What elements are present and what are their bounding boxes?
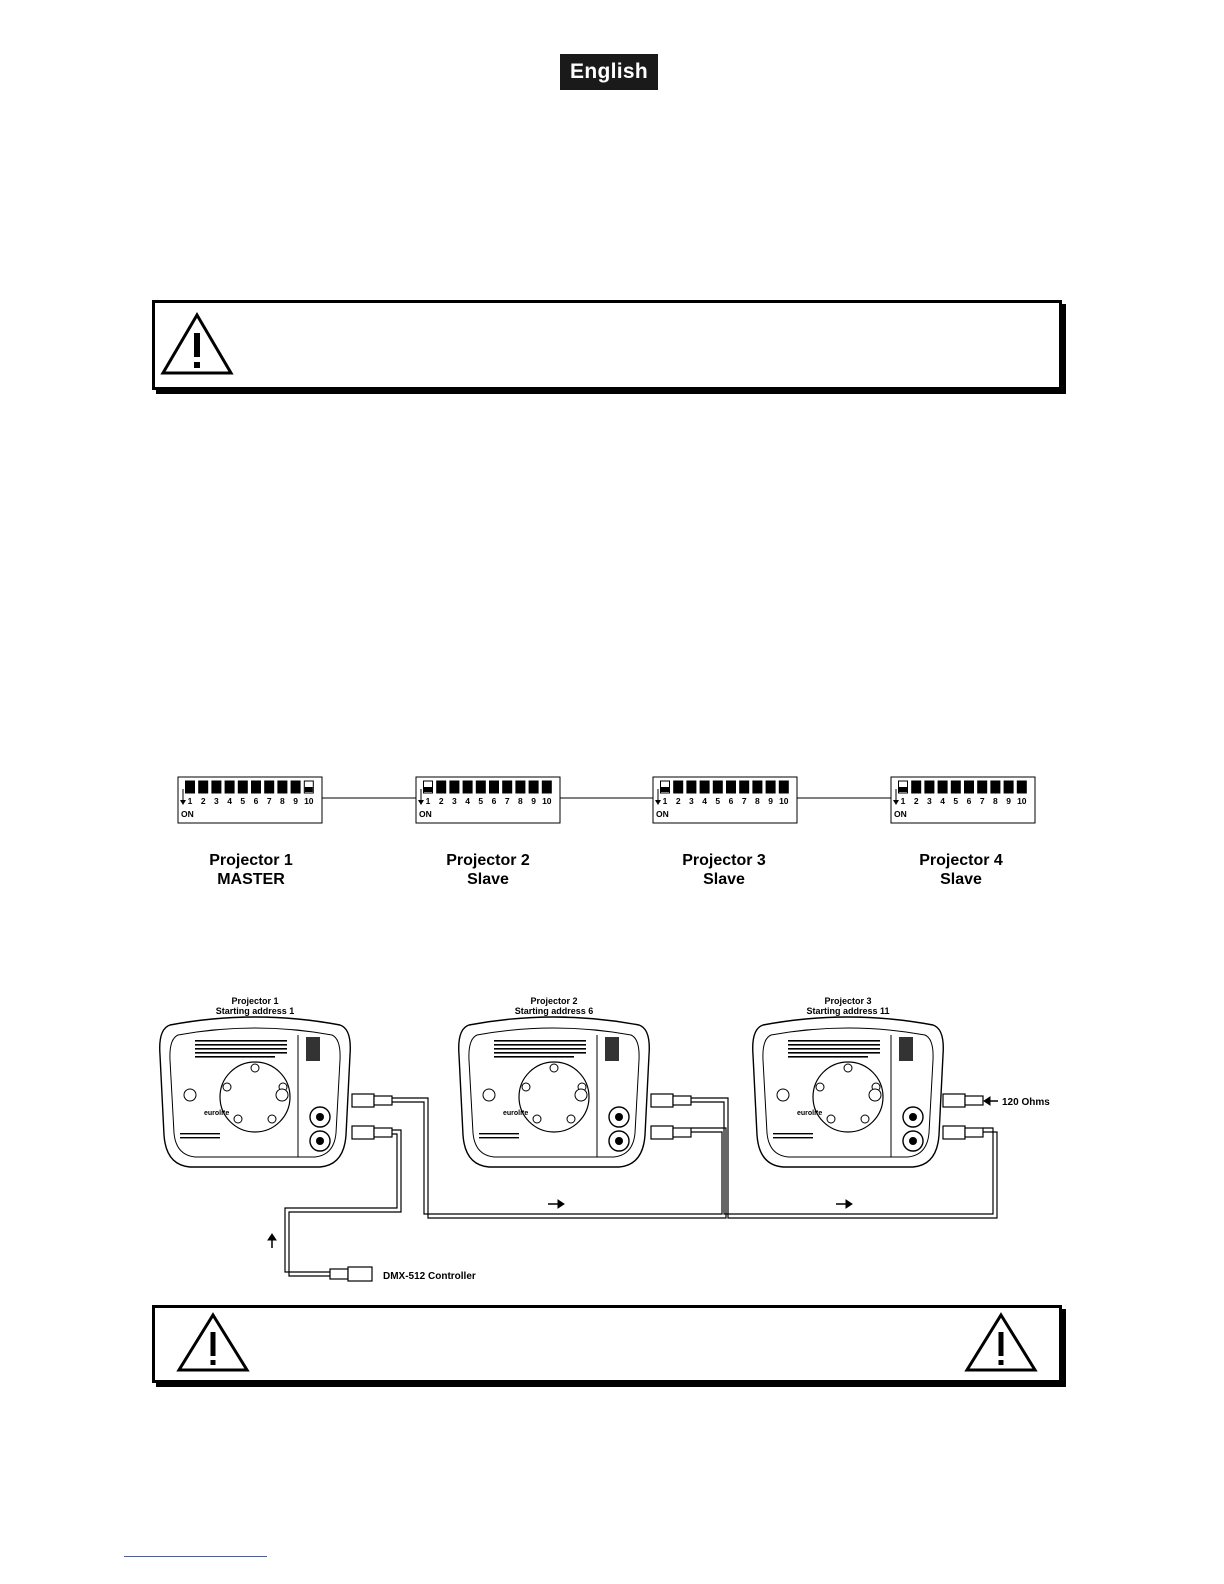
dip-lever-8 xyxy=(991,781,1000,793)
dip-number-6: 6 xyxy=(966,796,972,806)
dip-number-4: 4 xyxy=(227,796,232,806)
device-1-brand: eurolite xyxy=(204,1110,230,1117)
dip-number-4: 4 xyxy=(702,796,707,806)
warning-triangle-icon xyxy=(159,311,235,377)
dip-lever-3 xyxy=(450,781,459,793)
dip-lever-2 xyxy=(912,781,921,793)
terminator-label: 120 Ohms xyxy=(1002,1097,1050,1108)
dip-lever-on-mark xyxy=(424,787,432,792)
dip-number-7: 7 xyxy=(979,796,985,806)
dip-lever-4 xyxy=(463,781,472,793)
dip-lever-9 xyxy=(766,781,775,793)
dip-lever-9 xyxy=(291,781,300,793)
dip-number-4: 4 xyxy=(940,796,945,806)
dip-on-label: ON xyxy=(419,809,432,819)
dip-number-8: 8 xyxy=(993,796,998,806)
dip-number-8: 8 xyxy=(280,796,285,806)
dip-number-4: 4 xyxy=(465,796,470,806)
dip-number-10: 10 xyxy=(304,796,314,806)
dip-lever-3 xyxy=(687,781,696,793)
dip-label-3-projector: Projector 3 xyxy=(682,852,766,869)
dip-number-3: 3 xyxy=(689,796,694,806)
dip-number-6: 6 xyxy=(491,796,497,806)
dip-number-9: 9 xyxy=(293,796,298,806)
dip-number-3: 3 xyxy=(214,796,219,806)
dip-number-8: 8 xyxy=(755,796,760,806)
dip-lever-on-mark xyxy=(661,787,669,792)
language-badge: English xyxy=(560,54,658,90)
dip-label-4-role: Slave xyxy=(940,871,982,888)
dip-on-label: ON xyxy=(894,809,907,819)
dip-switch-3 xyxy=(653,777,797,823)
dip-lever-1 xyxy=(186,781,195,793)
dip-number-2: 2 xyxy=(675,796,681,806)
dip-number-5: 5 xyxy=(953,796,959,806)
dip-label-2 xyxy=(408,851,568,889)
dip-lever-9 xyxy=(529,781,538,793)
device-3-brand: eurolite xyxy=(797,1110,823,1117)
dip-lever-2 xyxy=(199,781,208,793)
dip-number-7: 7 xyxy=(266,796,272,806)
footer-link-underline[interactable] xyxy=(124,1556,267,1557)
dip-lever-4 xyxy=(225,781,234,793)
dip-number-3: 3 xyxy=(927,796,932,806)
dip-label-1-role: MASTER xyxy=(217,871,285,888)
dip-lever-4 xyxy=(700,781,709,793)
dip-lever-10 xyxy=(542,781,551,793)
dip-lever-7 xyxy=(740,781,749,793)
dip-label-2-projector: Projector 2 xyxy=(446,852,530,869)
dip-lever-2 xyxy=(437,781,446,793)
device-3-body xyxy=(753,1017,944,1167)
device-2-brand: eurolite xyxy=(503,1110,529,1117)
dip-number-1: 1 xyxy=(425,796,431,806)
dip-number-5: 5 xyxy=(715,796,721,806)
dip-number-5: 5 xyxy=(478,796,484,806)
dip-label-3-role: Slave xyxy=(703,871,745,888)
controller-label: DMX-512 Controller xyxy=(383,1271,476,1282)
dip-lever-8 xyxy=(516,781,525,793)
dip-number-9: 9 xyxy=(768,796,773,806)
dip-lever-6 xyxy=(252,781,261,793)
dip-number-2: 2 xyxy=(913,796,919,806)
dip-number-10: 10 xyxy=(542,796,552,806)
dip-lever-5 xyxy=(238,781,247,793)
dip-lever-7 xyxy=(265,781,274,793)
device-2-subtitle: Starting address 6 xyxy=(514,1006,594,1016)
dip-lever-6 xyxy=(965,781,974,793)
dip-lever-8 xyxy=(753,781,762,793)
dip-label-4-projector: Projector 4 xyxy=(919,852,1003,869)
device-1-subtitle: Starting address 1 xyxy=(215,1006,295,1016)
dip-switch-2 xyxy=(416,777,560,823)
dip-number-6: 6 xyxy=(728,796,734,806)
device-3-subtitle: Starting address 11 xyxy=(806,1006,890,1016)
dip-number-2: 2 xyxy=(200,796,206,806)
dip-label-1 xyxy=(171,851,331,889)
dip-lever-3 xyxy=(925,781,934,793)
dip-lever-4 xyxy=(938,781,947,793)
warning-triangle-icon xyxy=(963,1312,1039,1374)
dip-lever-5 xyxy=(951,781,960,793)
dip-number-9: 9 xyxy=(1006,796,1011,806)
dip-lever-6 xyxy=(490,781,499,793)
dip-number-10: 10 xyxy=(1017,796,1027,806)
dip-number-7: 7 xyxy=(504,796,510,806)
warning-triangle-icon xyxy=(175,1312,251,1374)
dip-on-label: ON xyxy=(656,809,669,819)
dip-lever-8 xyxy=(278,781,287,793)
dip-number-1: 1 xyxy=(900,796,906,806)
dip-lever-on-mark xyxy=(899,787,907,792)
dip-lever-7 xyxy=(978,781,987,793)
dip-switch-diagram xyxy=(0,770,1224,830)
dip-switch-4 xyxy=(891,777,1035,823)
device-1-body xyxy=(160,1017,351,1167)
dip-lever-5 xyxy=(476,781,485,793)
dmx-wiring-diagram xyxy=(0,980,1224,1290)
dip-number-8: 8 xyxy=(518,796,523,806)
dip-lever-6 xyxy=(727,781,736,793)
dip-number-5: 5 xyxy=(240,796,246,806)
device-3-title: Projector 3 xyxy=(824,996,872,1006)
dip-label-1-projector: Projector 1 xyxy=(209,852,293,869)
dip-number-6: 6 xyxy=(253,796,259,806)
dip-number-10: 10 xyxy=(779,796,789,806)
device-2-title: Projector 2 xyxy=(530,996,578,1006)
dip-number-1: 1 xyxy=(187,796,193,806)
warning-box-bottom xyxy=(152,1305,1062,1383)
device-2-body xyxy=(459,1017,650,1167)
dip-lever-10 xyxy=(1017,781,1026,793)
dip-lever-3 xyxy=(212,781,221,793)
dip-number-3: 3 xyxy=(452,796,457,806)
dip-lever-on-mark xyxy=(305,787,313,792)
dip-number-9: 9 xyxy=(531,796,536,806)
dip-number-7: 7 xyxy=(741,796,747,806)
dip-label-2-role: Slave xyxy=(467,871,509,888)
dip-number-1: 1 xyxy=(662,796,668,806)
dip-number-2: 2 xyxy=(438,796,444,806)
device-1-title: Projector 1 xyxy=(231,996,279,1006)
dip-lever-5 xyxy=(713,781,722,793)
dip-lever-2 xyxy=(674,781,683,793)
dip-lever-10 xyxy=(779,781,788,793)
dip-switch-1 xyxy=(178,777,322,823)
dip-label-3 xyxy=(644,851,804,889)
dip-on-label: ON xyxy=(181,809,194,819)
warning-box-top xyxy=(152,300,1062,390)
dip-lever-9 xyxy=(1004,781,1013,793)
dip-lever-7 xyxy=(503,781,512,793)
dip-label-4 xyxy=(881,851,1041,889)
